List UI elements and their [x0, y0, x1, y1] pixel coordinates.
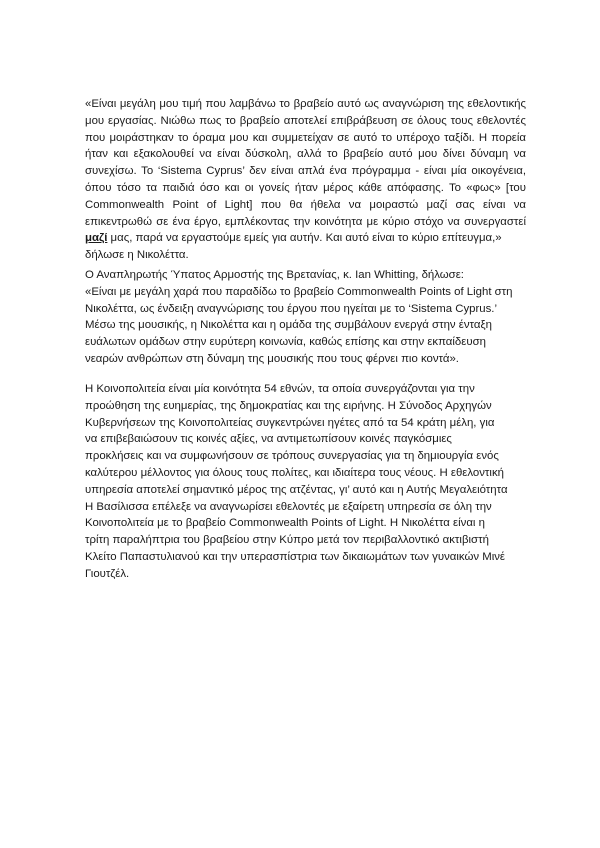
paragraph-line: καλύτερου μέλλοντος για όλους τους πολίτες, και ιδιαίτερα τους νέους. Η εθελοντική — [85, 466, 504, 479]
emphasis-line-rest: μας, παρά να εργαστούμε εμείς για αυτήν. Και αυτό είναι το κύριο επίτευγμα,» — [107, 232, 502, 245]
paragraph-line: συνεχίσω. Το ‘Sistema Cyprus’ δεν είναι απλά ένα πρόγραμμα - είναι μία οικογένεια, — [85, 165, 526, 178]
paragraph-line: προώθηση της ευημερίας, της δημοκρατίας και της ειρήνης. Η Σύνοδος Αρχηγών — [85, 399, 492, 412]
paragraph-line-emphasis — [85, 230, 526, 247]
paragraph-line: που μοιράστηκαν το όραμα μου και συμμετείχαν σε αυτό το υπέροχο ταξίδι. Η πορεία — [85, 131, 526, 144]
paragraph-line: τρίτη παραλήπτρια του βραβείου στην Κύπρο μετά τον περιβαλλοντικό ακτιβιστή — [85, 534, 489, 547]
paragraph-line: Commonwealth Point of Light] που θα ήθελα να μοιραστώ μαζί σας είναι να — [85, 198, 526, 211]
paragraph-line: Νικολέττα, ως ένδειξη αναγνώρισης του έργου που ηγείται με το ‘Sistema Cyprus.’ — [85, 302, 497, 315]
paragraph-line: να επιβεβαιώσουν τις κοινές αξίες, να αντιμετωπίσουν κοινές παγκόσμιες — [85, 433, 452, 446]
paragraph-line: νεαρών ανθρώπων στη δύναμη της μουσικής που τους φέρνει πιο κοντά». — [85, 352, 459, 365]
paragraph-3 — [85, 381, 526, 583]
paragraph-line: Ο Αναπληρωτής Ύπατος Αρμοστής της Βρετανίας, κ. Ian Whitting, δήλωσε: — [85, 269, 464, 281]
paragraph-line: υπηρεσία αποτελεί σημαντικό μέρος της ατζέντας, γι’ αυτό και η Αυτής Μεγαλειότητα — [85, 483, 508, 496]
paragraph-1 — [85, 96, 526, 264]
paragraph-line: Η Βασίλισσα επέλεξε να αναγνωρίσει εθελοντές με εξαίρετη υπηρεσία σε όλη την — [85, 500, 492, 513]
paragraph-line: «Είναι μεγάλη μου τιμή που λαμβάνω το βραβείο αυτό ως αναγνώριση της εθελοντικής — [85, 98, 526, 110]
paragraph-line: Η Κοινοπολιτεία είναι μία κοινότητα 54 εθνών, τα οποία συνεργάζονται για την — [85, 383, 475, 395]
paragraph-line: ευάλωτων ομάδων στην ευρύτερη κοινωνία, καθώς επίσης και στην εκπαίδευση — [85, 336, 486, 349]
paragraph-line: Κλείτο Παπαστυλιανού και την υπερασπίστρια των δικαιωμάτων των γυναικών Μινέ — [85, 550, 505, 563]
paragraph-line: Κοινοπολιτεία με το βραβείο Commonwealth Points of Light. Η Νικολέττα είναι η — [85, 517, 485, 530]
paragraph-line: δήλωσε η Νικολέττα. — [85, 249, 189, 262]
paragraph-line: προκλήσεις και να συμφωνήσουν σε τρόπους συνεργασίας για τη δημιουργία ενός — [85, 450, 499, 463]
paragraph-line: όπου τόσο τα παιδιά όσο και οι γονείς ήταν μέρος κάθε απόφασης. Το «φως» [του — [85, 181, 526, 194]
paragraph-2 — [85, 267, 526, 368]
paragraph-line: «Είναι με μεγάλη χαρά που παραδίδω το βραβείο Commonwealth Points of Light στη — [85, 285, 513, 298]
paragraph-line: επικεντρωθώ σε ένα έργο, εμπλέκοντας την κοινότητα με κύριο στόχο να συνεργαστεί — [85, 215, 526, 228]
paragraph-line: ήταν και εξακολουθεί να είναι δύσκολη, αλλά το βραβείο αυτό μου δίνει δύναμη να — [85, 148, 526, 161]
emphasis-word: μαζί — [85, 232, 108, 245]
paragraph-line: Κυβερνήσεων της Κοινοπολιτείας συγκεντρώνει ηγέτες από τα 54 κράτη μέλη, για — [85, 416, 495, 429]
paragraph-line: Γιουτζέλ. — [85, 567, 130, 580]
paragraph-line: μου εργασίας. Νιώθω πως το βραβείο αποτελεί επιβράβευση σε όλους τους εθελοντές — [85, 114, 526, 127]
paragraph-line: Μέσω της μουσικής, η Νικολέττα και η ομάδα της συμβάλουν ενεργά στην ένταξη — [85, 319, 492, 332]
